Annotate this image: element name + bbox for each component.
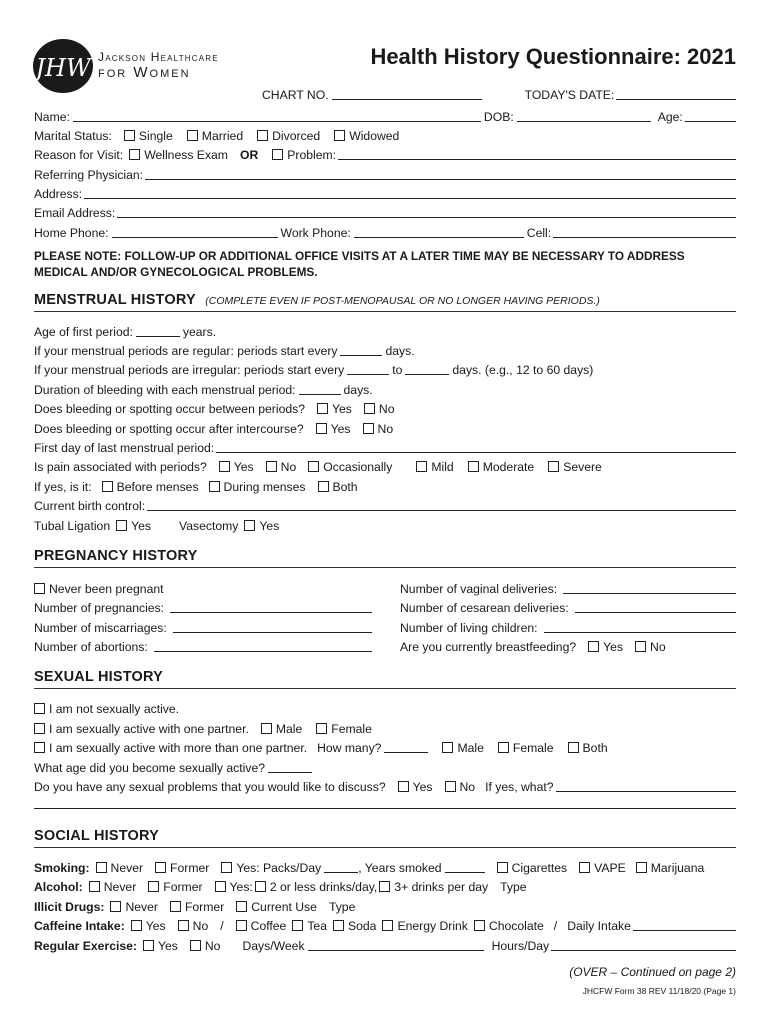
not-active-checkbox[interactable]	[34, 703, 45, 714]
between-periods-label: Does bleeding or spotting occur between periods?	[34, 402, 306, 416]
alcohol-former-option[interactable]: Former	[148, 880, 202, 894]
cell-field[interactable]	[553, 226, 736, 238]
problem-checkbox[interactable]	[272, 149, 283, 160]
office-note: PLEASE NOTE: FOLLOW-UP OR ADDITIONAL OFFICE VISITS AT A LATER TIME MAY BE NECESSARY TO ADDRESS MEDICAL AND/OR GYNECOLOGICAL PROBLEMS.	[34, 249, 685, 279]
alcohol-never-option[interactable]: Never	[89, 880, 137, 894]
slash-separator: /	[220, 919, 224, 933]
living-label: Number of living children:	[400, 621, 538, 635]
address-field[interactable]	[84, 187, 736, 199]
tubal-yes-checkbox[interactable]	[116, 520, 127, 531]
cesarean-field[interactable]	[575, 601, 736, 613]
smoking-never-checkbox[interactable]	[96, 862, 107, 873]
wellness-option[interactable]: Wellness Exam	[129, 148, 228, 162]
between-no-checkbox[interactable]	[364, 403, 375, 414]
miscarriages-label: Number of miscarriages:	[34, 621, 167, 635]
pregnancies-label: Number of pregnancies:	[34, 601, 165, 615]
more-male-checkbox[interactable]	[442, 742, 453, 753]
widowed-checkbox[interactable]	[334, 130, 345, 141]
form-number: JHCFW Form 38 REV 11/18/20 (Page 1)	[582, 986, 736, 996]
menstrual-subtitle: (COMPLETE EVEN IF POST-MENOPAUSAL OR NO LONGER HAVING PERIODS.)	[205, 295, 600, 307]
pain-moderate-option[interactable]: Moderate	[468, 460, 535, 474]
one-partner-checkbox[interactable]	[34, 723, 45, 734]
pain-moderate-checkbox[interactable]	[468, 461, 479, 472]
svg-text:JHW: JHW	[35, 54, 91, 82]
one-partner-option[interactable]: I am sexually active with one partner.	[34, 722, 249, 736]
more-partners-option[interactable]: I am sexually active with more than one partner.	[34, 741, 307, 755]
one-female-option[interactable]: Female	[316, 722, 372, 736]
smoking-never-option[interactable]: Never	[96, 861, 144, 875]
to-label: to	[392, 363, 403, 377]
breastfeeding-no-checkbox[interactable]	[635, 641, 646, 652]
more-female-option[interactable]: Female	[498, 741, 554, 755]
vasectomy-yes-option[interactable]: Yes	[244, 519, 279, 533]
work-phone-label: Work Phone:	[280, 226, 351, 240]
days-label: days.	[343, 383, 373, 397]
days-week-field[interactable]	[308, 939, 484, 951]
married-checkbox[interactable]	[187, 130, 198, 141]
social-title: SOCIAL HISTORY	[34, 828, 159, 844]
logo-line2: for Women	[98, 64, 191, 81]
wellness-checkbox[interactable]	[129, 149, 140, 160]
caffeine-yes-option[interactable]: Yes	[131, 919, 166, 933]
pain-no-checkbox[interactable]	[266, 461, 277, 472]
after-no-option[interactable]: No	[363, 422, 394, 436]
logo-line1: Jackson Healthcare	[98, 50, 219, 64]
smoking-yes-checkbox[interactable]	[221, 862, 232, 873]
slash-separator: /	[553, 919, 558, 933]
chart-no-label: CHART NO.	[262, 88, 329, 102]
todays-date-field[interactable]	[616, 88, 736, 100]
married-option[interactable]: Married	[187, 129, 243, 143]
menstrual-title: MENSTRUAL HISTORY	[34, 292, 196, 308]
pregnancies-field[interactable]	[170, 601, 372, 613]
more-female-checkbox[interactable]	[498, 742, 509, 753]
irregular-label: If your menstrual periods are irregular: periods start every	[34, 363, 345, 377]
caffeine-yes-checkbox[interactable]	[131, 920, 142, 931]
abortions-label: Number of abortions:	[34, 640, 148, 654]
never-pregnant-checkbox[interactable]	[34, 583, 45, 594]
if-yes-what-label: If yes, what?	[485, 780, 554, 794]
cesarean-label: Number of cesarean deliveries:	[400, 601, 569, 615]
one-male-option[interactable]: Male	[261, 722, 302, 736]
marijuana-checkbox[interactable]	[636, 862, 647, 873]
continued-note: (OVER – Continued on page 2)	[569, 965, 736, 979]
during-menses-option[interactable]: During menses	[209, 480, 306, 494]
pregnancy-title: PREGNANCY HISTORY	[34, 548, 198, 564]
dob-field[interactable]	[517, 110, 651, 122]
marijuana-option[interactable]: Marijuana	[636, 861, 705, 875]
three-plus-checkbox[interactable]	[379, 881, 390, 892]
illicit-type-field[interactable]	[357, 900, 736, 912]
miscarriages-field[interactable]	[173, 621, 372, 633]
pain-severe-checkbox[interactable]	[548, 461, 559, 472]
between-yes-checkbox[interactable]	[317, 403, 328, 414]
if-yes-label: If yes, is it:	[34, 480, 92, 494]
problems-no-option[interactable]: No	[445, 780, 476, 794]
smoking-former-option[interactable]: Former	[155, 861, 209, 875]
smoking-former-checkbox[interactable]	[155, 862, 166, 873]
sexual-section-header	[34, 669, 736, 689]
years-smoked-field[interactable]	[445, 861, 485, 873]
logo-monogram-icon	[32, 38, 94, 94]
page-title: Health History Questionnaire: 2021	[370, 44, 736, 69]
referring-label: Referring Physician:	[34, 168, 144, 182]
birth-control-field[interactable]	[147, 499, 736, 511]
divorced-checkbox[interactable]	[257, 130, 268, 141]
cigarettes-option[interactable]: Cigarettes	[497, 861, 568, 875]
chart-no-field[interactable]	[332, 88, 482, 100]
sexual-problems-label: Do you have any sexual problems that you would like to discuss?	[34, 780, 386, 794]
if-yes-what-field[interactable]	[556, 780, 736, 792]
alcohol-yes-checkbox[interactable]	[215, 881, 226, 892]
birth-control-label: Current birth control:	[34, 499, 146, 513]
sexual-extra-line[interactable]	[34, 808, 736, 809]
cell-label: Cell:	[526, 226, 552, 240]
two-less-checkbox[interactable]	[255, 881, 266, 892]
pregnancy-section-header	[34, 548, 736, 568]
caffeine-label: Caffeine Intake:	[34, 919, 125, 933]
illicit-former-option[interactable]: Former	[170, 900, 224, 914]
sexual-age-label: What age did you become sexually active?	[34, 761, 266, 775]
referring-field[interactable]	[145, 168, 736, 180]
pain-yes-checkbox[interactable]	[219, 461, 230, 472]
days-example-label: days. (e.g., 12 to 60 days)	[452, 363, 594, 377]
illicit-type-label: Type	[328, 900, 356, 914]
name-label: Name:	[34, 110, 70, 124]
problem-option[interactable]: Problem:	[272, 148, 336, 162]
cigarettes-checkbox[interactable]	[497, 862, 508, 873]
breastfeeding-no-option[interactable]: No	[635, 640, 666, 654]
pain-severe-option[interactable]: Severe	[548, 460, 602, 474]
one-male-checkbox[interactable]	[261, 723, 272, 734]
dob-label: DOB:	[483, 110, 514, 124]
last-period-field[interactable]	[216, 441, 736, 453]
after-yes-option[interactable]: Yes	[316, 422, 351, 436]
exercise-yes-option[interactable]: Yes	[143, 939, 178, 953]
irregular-from-field[interactable]	[347, 363, 389, 375]
pain-yes-option[interactable]: Yes	[219, 460, 254, 474]
social-section-header	[34, 828, 736, 848]
between-yes-option[interactable]: Yes	[317, 402, 352, 416]
exercise-yes-checkbox[interactable]	[143, 940, 154, 951]
caffeine-no-option[interactable]: No	[178, 919, 209, 933]
age-label: Age:	[657, 110, 683, 124]
illicit-former-checkbox[interactable]	[170, 901, 181, 912]
after-yes-checkbox[interactable]	[316, 423, 327, 434]
one-female-checkbox[interactable]	[316, 723, 327, 734]
work-phone-field[interactable]	[354, 226, 524, 238]
not-active-option[interactable]: I am not sexually active.	[34, 702, 179, 716]
address-label: Address:	[34, 187, 83, 201]
last-period-label: First day of last menstrual period:	[34, 441, 215, 455]
pain-mild-option[interactable]: Mild	[416, 460, 453, 474]
reason-label: Reason for Visit:	[34, 148, 124, 162]
more-both-option[interactable]: Both	[568, 741, 608, 755]
pain-occasionally-option[interactable]: Occasionally	[308, 460, 392, 474]
or-label: OR	[239, 148, 259, 162]
exercise-label: Regular Exercise:	[34, 939, 137, 953]
illicit-label: Illicit Drugs:	[34, 900, 105, 914]
age-field[interactable]	[685, 110, 736, 122]
days-label: days.	[385, 344, 415, 358]
problems-yes-checkbox[interactable]	[398, 781, 409, 792]
coffee-option[interactable]: Coffee	[236, 919, 287, 933]
between-no-option[interactable]: No	[364, 402, 395, 416]
tea-checkbox[interactable]	[292, 920, 303, 931]
years-smoked-label: , Years smoked	[358, 861, 442, 875]
vape-option[interactable]: VAPE	[579, 861, 626, 875]
alcohol-type-field[interactable]	[529, 880, 736, 892]
after-no-checkbox[interactable]	[363, 423, 374, 434]
email-field[interactable]	[117, 206, 736, 218]
never-pregnant-option[interactable]: Never been pregnant	[34, 582, 164, 596]
energy-checkbox[interactable]	[382, 920, 393, 931]
todays-date-label: TODAY'S DATE:	[524, 88, 615, 102]
coffee-checkbox[interactable]	[236, 920, 247, 931]
sexual-title: SEXUAL HISTORY	[34, 669, 164, 685]
vasectomy-yes-checkbox[interactable]	[244, 520, 255, 531]
duration-field[interactable]	[299, 383, 341, 395]
marital-label: Marital Status:	[34, 129, 112, 143]
how-many-field[interactable]	[384, 741, 428, 753]
breastfeeding-yes-checkbox[interactable]	[588, 641, 599, 652]
alcohol-type-label: Type	[500, 880, 527, 894]
regular-label: If your menstrual periods are regular: periods start every	[34, 344, 338, 358]
vaginal-field[interactable]	[563, 582, 736, 594]
three-plus-option[interactable]: 3+ drinks per day	[379, 880, 488, 894]
tubal-yes-option[interactable]: Yes	[116, 519, 151, 533]
illicit-never-checkbox[interactable]	[110, 901, 121, 912]
vasectomy-label: Vasectomy	[179, 519, 239, 533]
age-first-period-field[interactable]	[136, 325, 180, 337]
pain-no-option[interactable]: No	[266, 460, 297, 474]
how-many-label: How many?	[317, 741, 382, 755]
sexual-age-field[interactable]	[268, 761, 312, 773]
tea-option[interactable]: Tea	[292, 919, 327, 933]
regular-days-field[interactable]	[340, 344, 382, 356]
years-label: years.	[182, 325, 217, 339]
problem-field[interactable]	[338, 148, 736, 160]
tubal-label: Tubal Ligation	[34, 519, 111, 533]
alcohol-label: Alcohol:	[34, 880, 83, 894]
soda-checkbox[interactable]	[333, 920, 344, 931]
single-checkbox[interactable]	[124, 130, 135, 141]
alcohol-never-checkbox[interactable]	[89, 881, 100, 892]
home-phone-label: Home Phone:	[34, 226, 109, 240]
breastfeeding-label: Are you currently breastfeeding?	[400, 640, 577, 654]
two-less-option[interactable]: 2 or less drinks/day,	[255, 880, 377, 894]
pain-occasionally-checkbox[interactable]	[308, 461, 319, 472]
age-first-period-label: Age of first period:	[34, 325, 133, 339]
more-partners-checkbox[interactable]	[34, 742, 45, 753]
irregular-to-field[interactable]	[405, 363, 449, 375]
duration-label: Duration of bleeding with each menstrual period:	[34, 383, 296, 397]
problems-yes-option[interactable]: Yes	[398, 780, 433, 794]
during-menses-checkbox[interactable]	[209, 481, 220, 492]
breastfeeding-yes-option[interactable]: Yes	[588, 640, 623, 654]
hours-day-label: Hours/Day	[491, 939, 550, 953]
smoking-label: Smoking:	[34, 861, 90, 875]
daily-intake-field[interactable]	[633, 919, 736, 931]
both-option[interactable]: Both	[318, 480, 358, 494]
more-both-checkbox[interactable]	[568, 742, 579, 753]
caffeine-no-checkbox[interactable]	[178, 920, 189, 931]
before-menses-option[interactable]: Before menses	[102, 480, 199, 494]
problems-no-checkbox[interactable]	[445, 781, 456, 792]
illicit-never-option[interactable]: Never	[110, 900, 158, 914]
both-checkbox[interactable]	[318, 481, 329, 492]
exercise-no-checkbox[interactable]	[190, 940, 201, 951]
name-field[interactable]	[73, 110, 481, 122]
energy-option[interactable]: Energy Drink	[382, 919, 467, 933]
chocolate-checkbox[interactable]	[474, 920, 485, 931]
single-option[interactable]: Single	[124, 129, 173, 143]
illicit-current-checkbox[interactable]	[236, 901, 247, 912]
alcohol-yes-option[interactable]: Yes:	[215, 880, 253, 894]
abortions-field[interactable]	[154, 640, 372, 652]
more-male-option[interactable]: Male	[442, 741, 483, 755]
daily-intake-label: Daily Intake	[567, 919, 631, 933]
vaginal-label: Number of vaginal deliveries:	[400, 582, 558, 596]
exercise-no-option[interactable]: No	[190, 939, 221, 953]
after-intercourse-label: Does bleeding or spotting occur after intercourse?	[34, 422, 304, 436]
hours-day-field[interactable]	[551, 939, 736, 951]
home-phone-field[interactable]	[112, 226, 278, 238]
pain-label: Is pain associated with periods?	[34, 460, 207, 474]
widowed-option[interactable]: Widowed	[334, 129, 399, 143]
living-field[interactable]	[544, 621, 736, 633]
email-label: Email Address:	[34, 206, 116, 220]
divorced-option[interactable]: Divorced	[257, 129, 320, 143]
chocolate-option[interactable]: Chocolate	[474, 919, 544, 933]
before-menses-checkbox[interactable]	[102, 481, 113, 492]
soda-option[interactable]: Soda	[333, 919, 376, 933]
pain-mild-checkbox[interactable]	[416, 461, 427, 472]
days-week-label: Days/Week	[242, 939, 305, 953]
logo	[32, 38, 232, 94]
smoking-yes-option[interactable]: Yes: Packs/Day	[221, 861, 321, 875]
packs-per-day-field[interactable]	[324, 861, 358, 873]
menstrual-section-header	[34, 292, 736, 312]
illicit-current-option[interactable]: Current Use	[236, 900, 317, 914]
alcohol-former-checkbox[interactable]	[148, 881, 159, 892]
vape-checkbox[interactable]	[579, 862, 590, 873]
